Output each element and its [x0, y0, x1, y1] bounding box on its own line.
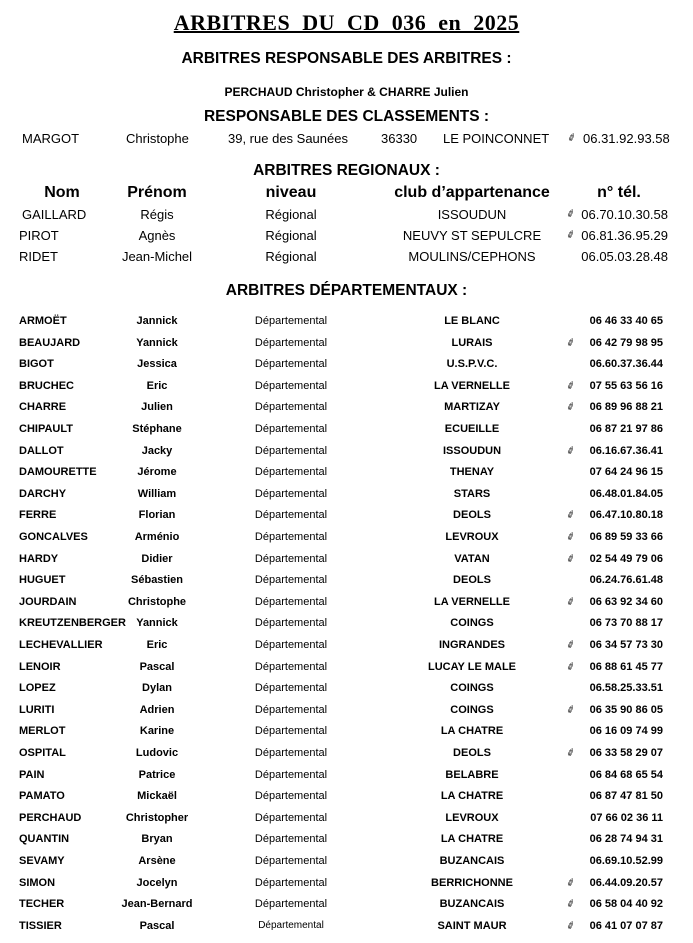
- cell-tel[interactable]: 06 63 92 34 60: [589, 595, 663, 608]
- cell-nom: DAMOURETTE: [19, 466, 97, 479]
- cell-club: LEVROUX: [445, 531, 499, 543]
- cell-niveau: Départemental: [254, 768, 328, 781]
- cell-club: LA VERNELLE: [434, 595, 510, 608]
- cell-prenom: Yannick: [136, 617, 178, 630]
- cell-prenom: Stéphane: [132, 423, 182, 435]
- cell-club: ECUEILLE: [444, 423, 500, 435]
- cell-prenom: Jessica: [137, 358, 177, 371]
- page-title: ARBITRES DU CD 036 en 2025: [173, 10, 520, 35]
- cell-club: COINGS: [450, 617, 494, 630]
- cell-nom: SIMON: [19, 876, 56, 889]
- cell-nom: HUGUET: [19, 574, 66, 587]
- cell-tel[interactable]: 06.16.67.36.41: [589, 444, 663, 457]
- classements-nom: MARGOT: [22, 131, 80, 146]
- cell-club: COINGS: [450, 703, 494, 716]
- cell-tel[interactable]: 06.69.10.52.99: [589, 855, 663, 867]
- cell-tel[interactable]: 06 46 33 40 65: [589, 315, 663, 327]
- pen-icon: ✐: [565, 876, 578, 890]
- cell-nom: KREUTZENBERGER: [19, 617, 126, 630]
- pen-icon: ✐: [565, 746, 578, 761]
- cell-nom: BEAUJARD: [19, 336, 81, 349]
- cell-niveau: Départemental: [254, 682, 328, 695]
- cell-tel[interactable]: 06.44.09.20.57: [589, 876, 663, 889]
- cell-club: DEOLS: [453, 574, 491, 587]
- cell-nom: FERRE: [19, 509, 57, 522]
- cell-niveau: Départemental: [254, 552, 328, 565]
- cell-niveau: Départemental: [254, 725, 328, 738]
- cell-club: INGRANDES: [438, 639, 506, 651]
- cell-niveau: Départemental: [254, 466, 328, 479]
- cell-tel[interactable]: 06 34 57 73 30: [589, 639, 663, 651]
- cell-nom: DALLOT: [19, 444, 64, 457]
- cell-tel[interactable]: 06 84 68 65 54: [589, 768, 663, 781]
- cell-prenom: Arsène: [138, 855, 176, 867]
- pen-icon: ✐: [565, 207, 578, 222]
- cell-prenom: Jean-Michel: [121, 249, 193, 264]
- cell-prenom: William: [137, 487, 177, 500]
- cell-prenom: Arménio: [134, 531, 180, 543]
- cell-prenom: Sébastien: [131, 574, 183, 587]
- cell-tel[interactable]: 06.48.01.84.05: [589, 487, 663, 500]
- cell-club: LUCAY LE MALE: [427, 660, 517, 673]
- cell-niveau: Départemental: [254, 790, 328, 803]
- cell-tel[interactable]: 06 42 79 98 95: [589, 336, 663, 349]
- cell-nom: LURITI: [19, 703, 55, 716]
- cell-nom: BIGOT: [19, 358, 54, 371]
- cell-nom: HARDY: [19, 552, 59, 565]
- cell-prenom: Patrice: [138, 768, 176, 781]
- cell-club: ISSOUDUN: [437, 207, 507, 222]
- cell-niveau: Départemental: [254, 487, 328, 500]
- cell-tel[interactable]: 06 73 70 88 17: [589, 617, 663, 630]
- pen-icon: ✐: [565, 919, 578, 933]
- cell-niveau: Régional: [265, 228, 317, 243]
- cell-club: STARS: [453, 487, 491, 500]
- col-tel: n° tél.: [597, 184, 641, 201]
- cell-nom: MERLOT: [19, 725, 66, 738]
- cell-club: NEUVY ST SEPULCRE: [402, 228, 542, 243]
- cell-club: MOULINS/CEPHONS: [408, 249, 536, 264]
- cell-tel[interactable]: 06 89 96 88 21: [589, 401, 663, 414]
- col-club: club d’appartenance: [394, 184, 550, 201]
- pen-icon: ✐: [566, 131, 579, 146]
- cell-niveau: Départemental: [254, 509, 328, 522]
- cell-tel[interactable]: 06 35 90 86 05: [589, 703, 663, 716]
- cell-tel[interactable]: 07 55 63 56 16: [589, 379, 663, 392]
- cell-nom: GAILLARD: [22, 207, 87, 222]
- cell-prenom: Pascal: [139, 919, 175, 932]
- cell-club: U.S.P.V.C.: [446, 358, 498, 371]
- cell-club: LA VERNELLE: [434, 379, 510, 392]
- cell-nom: PAMATO: [19, 790, 65, 803]
- col-niveau: niveau: [265, 184, 317, 201]
- pen-icon: ✐: [565, 509, 578, 523]
- cell-niveau: Départemental: [254, 444, 328, 457]
- cell-tel[interactable]: 06.58.25.33.51: [589, 682, 663, 695]
- pen-icon: ✐: [565, 703, 578, 717]
- cell-tel[interactable]: 06.81.36.95.29: [581, 228, 668, 243]
- cell-nom: CHARRE: [19, 401, 67, 414]
- cell-prenom: Julien: [141, 401, 173, 414]
- cell-club: COINGS: [450, 682, 494, 695]
- cell-niveau: Départemental: [254, 595, 328, 608]
- cell-nom: CHIPAULT: [19, 423, 73, 435]
- cell-niveau: Départemental: [254, 898, 328, 911]
- cell-tel[interactable]: 06 41 07 07 87: [589, 919, 663, 932]
- cell-prenom: Jocelyn: [136, 876, 178, 889]
- cell-club: DEOLS: [453, 747, 491, 759]
- classements-code-postal: 36330: [381, 131, 418, 146]
- classements-tel[interactable]: 06.31.92.93.58: [583, 131, 670, 146]
- cell-club: BUZANCAIS: [439, 855, 505, 867]
- cell-nom: TECHER: [19, 898, 65, 911]
- heading-responsables-arbitres: ARBITRES RESPONSABLE DES ARBITRES :: [181, 50, 512, 67]
- cell-niveau: Départemental: [254, 315, 328, 327]
- cell-tel[interactable]: 06 89 59 33 66: [589, 531, 663, 543]
- cell-prenom: Florian: [138, 509, 176, 522]
- cell-niveau: Départemental: [254, 639, 328, 651]
- cell-nom: PAIN: [19, 768, 45, 781]
- cell-tel[interactable]: 06 16 09 74 99: [589, 725, 663, 738]
- cell-prenom: Eric: [146, 379, 168, 392]
- cell-tel[interactable]: 06 87 47 81 50: [589, 790, 663, 803]
- cell-prenom: Eric: [146, 639, 168, 651]
- cell-club: BELABRE: [445, 768, 499, 781]
- cell-tel[interactable]: 02 54 49 79 06: [589, 552, 663, 565]
- pen-icon: ✐: [565, 898, 578, 912]
- pen-icon: ✐: [565, 552, 578, 566]
- cell-niveau: Départemental: [254, 574, 328, 587]
- cell-tel[interactable]: 06.60.37.36.44: [589, 358, 663, 371]
- pen-icon: ✐: [565, 228, 578, 243]
- cell-tel[interactable]: 06 87 21 97 86: [589, 423, 663, 435]
- cell-club: BERRICHONNE: [431, 876, 513, 889]
- cell-prenom: Christophe: [127, 595, 187, 608]
- heading-responsable-classements: RESPONSABLE DES CLASSEMENTS :: [203, 108, 490, 125]
- cell-club: SAINT MAUR: [437, 919, 507, 932]
- cell-nom: LOPEZ: [19, 682, 56, 695]
- col-prenom: Prénom: [127, 184, 187, 201]
- cell-tel[interactable]: 06 88 61 45 77: [589, 660, 663, 673]
- cell-nom: BRUCHEC: [19, 379, 74, 392]
- cell-nom: JOURDAIN: [19, 595, 77, 608]
- pen-icon: ✐: [565, 379, 578, 393]
- cell-niveau: Régional: [265, 249, 317, 264]
- pen-icon: ✐: [565, 595, 578, 609]
- cell-niveau: Départemental: [254, 423, 328, 435]
- cell-prenom: Pascal: [139, 660, 175, 673]
- cell-prenom: Jacky: [141, 444, 173, 457]
- cell-club: LA CHATRE: [440, 833, 504, 846]
- cell-prenom: Mickaël: [137, 790, 177, 803]
- cell-club: LA CHATRE: [440, 790, 504, 803]
- cell-prenom: Yannick: [136, 336, 178, 349]
- classements-prenom: Christophe: [126, 131, 189, 146]
- cell-niveau: Départemental: [254, 703, 328, 716]
- cell-niveau: Départemental: [254, 747, 328, 759]
- cell-prenom: Dylan: [142, 682, 172, 695]
- cell-club: VATAN: [454, 552, 490, 565]
- col-nom: Nom: [44, 184, 80, 201]
- cell-tel[interactable]: 06.24.76.61.48: [589, 574, 663, 587]
- cell-tel[interactable]: 06.70.10.30.58: [581, 207, 668, 222]
- cell-nom: OSPITAL: [19, 747, 66, 759]
- cell-club: BUZANCAIS: [439, 898, 505, 911]
- pen-icon: ✐: [565, 638, 578, 653]
- pen-icon: ✐: [565, 336, 578, 350]
- cell-niveau: Départemental: [254, 379, 328, 392]
- cell-tel[interactable]: 06 33 58 29 07: [589, 747, 663, 759]
- heading-regionaux: ARBITRES REGIONAUX :: [253, 162, 440, 179]
- cell-prenom: Jannick: [136, 315, 178, 327]
- cell-niveau: Départemental: [254, 531, 328, 543]
- cell-nom: GONCALVES: [19, 531, 88, 543]
- cell-tel[interactable]: 06 58 04 40 92: [589, 898, 663, 911]
- cell-niveau: Départemental: [254, 660, 328, 673]
- cell-nom: PIROT: [19, 228, 59, 243]
- cell-nom: RIDET: [19, 249, 58, 264]
- cell-niveau: Départemental: [254, 833, 328, 846]
- cell-niveau: Départemental: [254, 855, 328, 867]
- cell-niveau: Régional: [265, 207, 317, 222]
- cell-club: THENAY: [449, 466, 495, 479]
- cell-tel[interactable]: 07 66 02 36 11: [590, 811, 663, 824]
- cell-club: MARTIZAY: [444, 401, 500, 414]
- cell-niveau: Départemental: [254, 401, 328, 414]
- cell-nom: TISSIER: [19, 919, 62, 932]
- cell-club: LURAIS: [451, 336, 493, 349]
- heading-departementaux: ARBITRES DÉPARTEMENTAUX :: [225, 282, 468, 299]
- cell-niveau: Départemental: [254, 358, 328, 371]
- cell-prenom: Adrien: [139, 703, 175, 716]
- responsables-names: PERCHAUD Christopher & CHARRE Julien: [224, 85, 469, 99]
- pen-icon: ✐: [565, 530, 578, 545]
- cell-prenom: Christopher: [125, 811, 189, 824]
- cell-niveau: Départemental: [254, 617, 328, 630]
- cell-nom: PERCHAUD: [19, 811, 82, 824]
- cell-tel[interactable]: 06.47.10.80.18: [589, 509, 663, 522]
- cell-niveau: Départemental: [254, 336, 328, 349]
- cell-nom: LENOIR: [19, 660, 61, 673]
- pen-icon: ✐: [565, 401, 578, 415]
- cell-nom: LECHEVALLIER: [19, 639, 103, 651]
- cell-prenom: Jean-Bernard: [121, 898, 193, 911]
- classements-ville: LE POINCONNET: [443, 131, 550, 146]
- cell-club: LE BLANC: [444, 315, 500, 327]
- cell-nom: SEVAMY: [19, 855, 65, 867]
- cell-niveau: Départemental: [254, 876, 328, 889]
- cell-nom: QUANTIN: [19, 833, 70, 846]
- cell-prenom: Agnès: [138, 228, 176, 243]
- cell-niveau: Départemental: [258, 919, 324, 931]
- cell-club: ISSOUDUN: [442, 444, 502, 457]
- cell-prenom: Bryan: [141, 833, 173, 846]
- cell-niveau: Départemental: [254, 811, 328, 824]
- cell-tel[interactable]: 06 28 74 94 31: [589, 833, 663, 846]
- cell-prenom: Ludovic: [135, 747, 179, 759]
- pen-icon: ✐: [565, 444, 578, 458]
- cell-tel[interactable]: 07 64 24 96 15: [589, 466, 663, 479]
- cell-prenom: Didier: [141, 552, 173, 565]
- cell-club: LEVROUX: [445, 811, 499, 824]
- cell-nom: ARMOËT: [19, 315, 67, 327]
- cell-prenom: Karine: [139, 725, 175, 738]
- cell-club: DEOLS: [453, 509, 491, 522]
- classements-adresse: 39, rue des Saunées: [228, 131, 348, 146]
- cell-prenom: Régis: [140, 207, 174, 222]
- cell-nom: DARCHY: [19, 487, 67, 500]
- cell-tel[interactable]: 06.05.03.28.48: [581, 249, 668, 264]
- cell-prenom: Jérome: [137, 466, 177, 479]
- cell-club: LA CHATRE: [440, 725, 504, 738]
- pen-icon: ✐: [565, 660, 578, 674]
